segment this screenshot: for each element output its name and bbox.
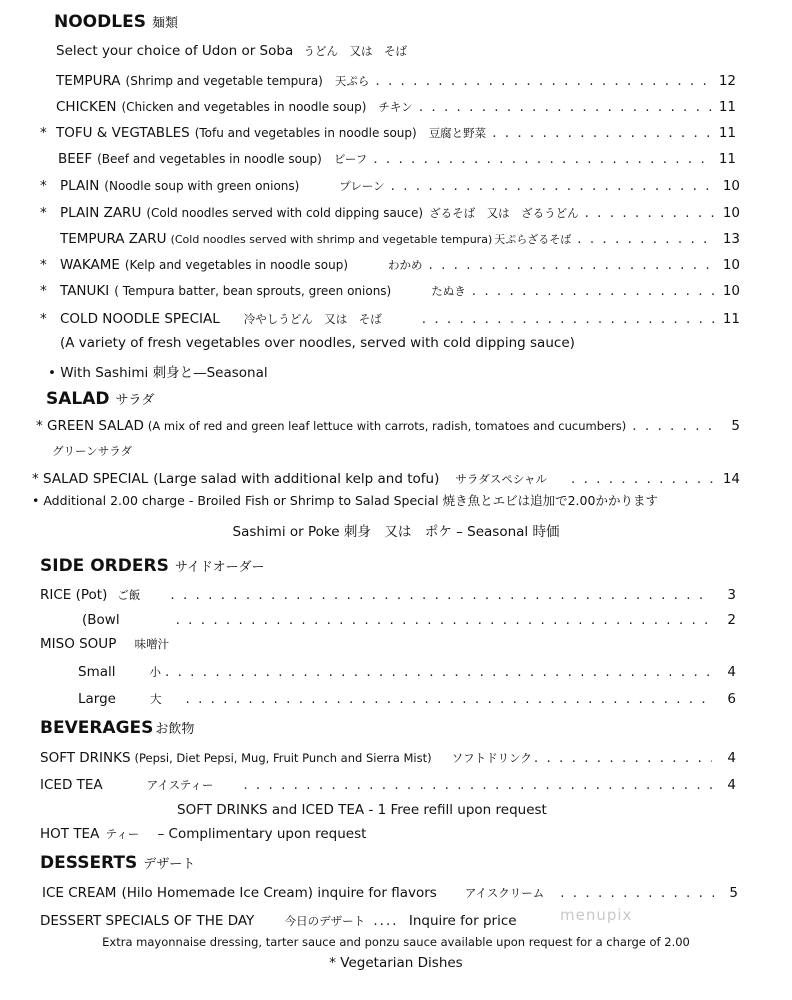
item-desc: (Chicken and vegetables in noodle soup)	[121, 100, 367, 114]
noodles-title-jp: 麺類	[151, 16, 178, 31]
item-jp: ティー	[105, 827, 140, 841]
item-name: TEMPURA ZARU	[60, 231, 167, 247]
dot-leader	[176, 610, 712, 630]
item-price: 10	[722, 283, 740, 299]
menu-item-miso-small	[78, 662, 736, 682]
dot-leader	[419, 97, 712, 117]
beverages-title-jp: お飲物	[155, 722, 195, 737]
item-name: (Bowl	[82, 612, 120, 628]
item-name: CHICKEN	[56, 99, 117, 115]
dot-leader	[632, 416, 716, 436]
item-jp: サラダスペシャル	[455, 472, 547, 486]
item-desc: (Pepsi, Diet Pepsi, Mug, Fruit Punch and Sierra Mist)	[134, 751, 432, 765]
sashimi-poke-note: Sashimi or Poke 刺身 又は ポケ – Seasonal 時価	[232, 524, 560, 540]
item-price: 2	[727, 612, 736, 628]
item-desc: (Hilo Homemade Ice Cream) inquire for flavors	[121, 885, 437, 901]
item-name: COLD NOODLE SPECIAL	[60, 311, 220, 327]
item-jp: プレーン	[339, 179, 385, 193]
menupix-watermark: menupix	[560, 906, 633, 924]
item-desc: (Kelp and vegetables in noodle soup)	[124, 258, 348, 272]
item-price: 4	[727, 777, 736, 793]
menu-item-chicken	[40, 97, 736, 117]
item-name: * SALAD SPECIAL	[32, 471, 149, 487]
item-name: WAKAME	[60, 257, 120, 273]
item-name: RICE (Pot)	[40, 587, 108, 603]
salad-title: SALAD	[46, 389, 110, 409]
dot-leader	[422, 309, 716, 329]
item-price: 11	[718, 125, 736, 141]
item-price: Inquire for price	[408, 913, 517, 929]
beverages-heading	[40, 718, 194, 738]
menu-item-rice-pot	[40, 585, 736, 605]
item-desc: (Large salad with additional kelp and tofu)	[153, 471, 440, 487]
item-jp: わかめ	[388, 258, 423, 272]
side-orders-title: SIDE ORDERS	[40, 556, 169, 576]
menu-item-green-salad	[36, 416, 740, 436]
item-name: Small	[78, 664, 116, 680]
dot-leader	[472, 281, 716, 301]
beverages-title: BEVERAGES	[40, 718, 154, 738]
dessert-specials-line	[40, 911, 517, 931]
green-salad-jp: グリーンサラダ	[52, 444, 133, 458]
item-name: ICED TEA	[40, 777, 103, 793]
item-price: 11	[718, 99, 736, 115]
menu-item-tofu-vegetables: * TOFU & VEGTABLES (Tofu and vegetables in noodle soup) 豆腐と野菜 . . . 11	[40, 123, 736, 143]
item-desc: (Tofu and vegetables in noodle soup)	[194, 126, 417, 140]
side-orders-title-jp: サイドオーダー	[174, 560, 265, 575]
item-jp: たぬき	[431, 284, 466, 298]
dot-leader	[243, 775, 712, 795]
noodle-choice-jp: うどん 又は そば	[303, 44, 408, 58]
item-jp: 味噌汁	[134, 637, 170, 651]
item-price: 3	[727, 587, 736, 603]
item-price: 5	[729, 885, 738, 901]
item-jp: 大	[149, 692, 162, 706]
item-jp: ご飯	[117, 588, 141, 602]
menu-item-wakame: * WAKAME (Kelp and vegetables in noodle soup) わかめ . . . 10	[40, 255, 740, 275]
hot-tea-line	[40, 824, 366, 844]
menu-item-cold-noodle-special: * COLD NOODLE SPECIAL 冷やしうどん 又は そば . . . 11	[40, 309, 740, 329]
menu-item-iced-tea	[40, 775, 736, 795]
item-name: * GREEN SALAD	[36, 418, 144, 434]
menu-item-ice-cream	[42, 883, 738, 903]
desserts-title: DESSERTS	[40, 853, 138, 873]
miso-soup-heading	[40, 634, 169, 654]
item-price: 10	[722, 257, 740, 273]
extra-sauce-note: Extra mayonnaise dressing, tarter sauce and ponzu sauce available upon request for a charge of 2.00	[102, 935, 690, 949]
item-desc: ( Tempura batter, bean sprouts, green onions)	[114, 284, 392, 298]
dot-leader	[391, 176, 716, 196]
menu-item-salad-special	[32, 469, 740, 489]
dot-leader	[429, 255, 717, 275]
menu-item-tanuki: * TANUKI ( Tempura batter, bean sprouts, green onions) たぬき . . . 10	[40, 281, 740, 301]
item-price: 4	[727, 664, 736, 680]
item-name: DESSERT SPECIALS OF THE DAY	[40, 913, 255, 929]
item-jp: ソフトドリンク	[451, 751, 532, 765]
menu-item-beef	[40, 149, 736, 169]
menu-item-tempura-zaru	[40, 229, 740, 249]
salad-heading	[46, 389, 154, 409]
item-name: PLAIN	[60, 178, 100, 194]
dot-leader	[375, 71, 712, 91]
item-price: 14	[722, 471, 740, 487]
vegetarian-note: * Vegetarian Dishes	[329, 955, 463, 971]
dot-leader	[492, 123, 712, 143]
item-price: 4	[727, 750, 736, 766]
item-jp: アイスティー	[146, 778, 214, 792]
item-price: 5	[731, 418, 740, 434]
menu-item-miso-large	[78, 689, 736, 709]
dot-leader	[571, 469, 716, 489]
item-name: TOFU & VEGTABLES	[56, 125, 190, 141]
item-jp: アイスクリーム	[464, 886, 545, 900]
item-jp: 冷やしうどん 又は そば	[243, 312, 382, 326]
menu-item-tempura	[40, 71, 736, 91]
salad-additional-note: • Additional 2.00 charge - Broiled Fish or Shrimp to Salad Special 焼き魚とエビは追加で2.00かかります	[32, 493, 658, 508]
menu-item-rice-bowl	[82, 610, 736, 630]
side-orders-heading	[40, 556, 265, 576]
item-desc: (Shrimp and vegetable tempura)	[125, 74, 323, 88]
noodle-choice	[56, 41, 407, 61]
item-price: 11	[718, 151, 736, 167]
desserts-title-jp: デザート	[143, 857, 196, 872]
item-desc: (Cold noodles served with shrimp and vegetable tempura)	[170, 233, 493, 246]
item-jp: 豆腐と野菜	[428, 126, 487, 140]
item-desc: (Noodle soup with green onions)	[104, 179, 300, 193]
item-jp: 天ぷらざるそば	[494, 233, 572, 246]
cold-noodle-note: (A variety of fresh vegetables over noodles, served with cold dipping sauce)	[60, 335, 575, 351]
menu-item-plain-zaru: * PLAIN ZARU (Cold noodles served with cold dipping sauce) ざるそば 又は ざるうどん . . . 10	[40, 203, 740, 223]
dot-leader	[560, 883, 714, 903]
refill-note: SOFT DRINKS and ICED TEA - 1 Free refill upon request	[177, 802, 547, 818]
item-price: 10	[722, 178, 740, 194]
noodles-heading	[54, 12, 178, 32]
item-desc: (Cold noodles served with cold dipping sauce)	[146, 206, 424, 220]
item-name: HOT TEA	[40, 826, 100, 842]
item-desc: (Beef and vegetables in noodle soup)	[97, 152, 322, 166]
item-name: PLAIN ZARU	[60, 205, 142, 221]
sashimi-note: • With Sashimi 刺身と—Seasonal	[48, 365, 268, 381]
item-jp: ビーフ	[333, 152, 368, 166]
item-name: SOFT DRINKS	[40, 750, 131, 766]
dot-leader	[170, 585, 712, 605]
menu-item-plain: * PLAIN (Noodle soup with green onions) プレーン . . . 10	[40, 176, 740, 196]
item-name: TANUKI	[60, 283, 110, 299]
menu-item-soft-drinks	[40, 748, 736, 768]
item-name: BEEF	[58, 151, 93, 167]
item-jp: 小	[149, 665, 161, 679]
dot-leader: ....	[373, 913, 399, 929]
item-price: 10	[722, 205, 740, 221]
item-name: Large	[78, 691, 116, 707]
item-desc: (A mix of red and green leaf lettuce with carrots, radish, tomatoes and cucumbers)	[147, 419, 627, 433]
item-name: TEMPURA	[56, 73, 121, 89]
dot-leader	[585, 203, 716, 223]
dot-leader	[185, 689, 712, 709]
hot-tea-note: – Complimentary upon request	[157, 826, 367, 842]
item-price: 6	[727, 691, 736, 707]
dot-leader	[373, 149, 712, 169]
item-price: 13	[722, 231, 740, 247]
item-jp: 天ぷら	[334, 74, 370, 88]
dot-leader	[534, 748, 712, 768]
desserts-heading	[40, 853, 195, 873]
item-jp: 今日のデザート	[284, 914, 366, 928]
item-price: 11	[722, 311, 740, 327]
item-price: 12	[718, 73, 736, 89]
dot-leader	[165, 662, 712, 682]
noodle-choice-text: Select your choice of Udon or Soba	[56, 43, 294, 59]
dot-leader	[577, 229, 716, 249]
item-name: MISO SOUP	[40, 636, 117, 652]
item-name: ICE CREAM	[42, 885, 117, 901]
noodles-title: NOODLES	[54, 12, 146, 32]
item-jp: チキン	[378, 100, 413, 114]
item-jp: ざるそば 又は ざるうどん	[429, 206, 579, 220]
salad-title-jp: サラダ	[115, 393, 155, 408]
